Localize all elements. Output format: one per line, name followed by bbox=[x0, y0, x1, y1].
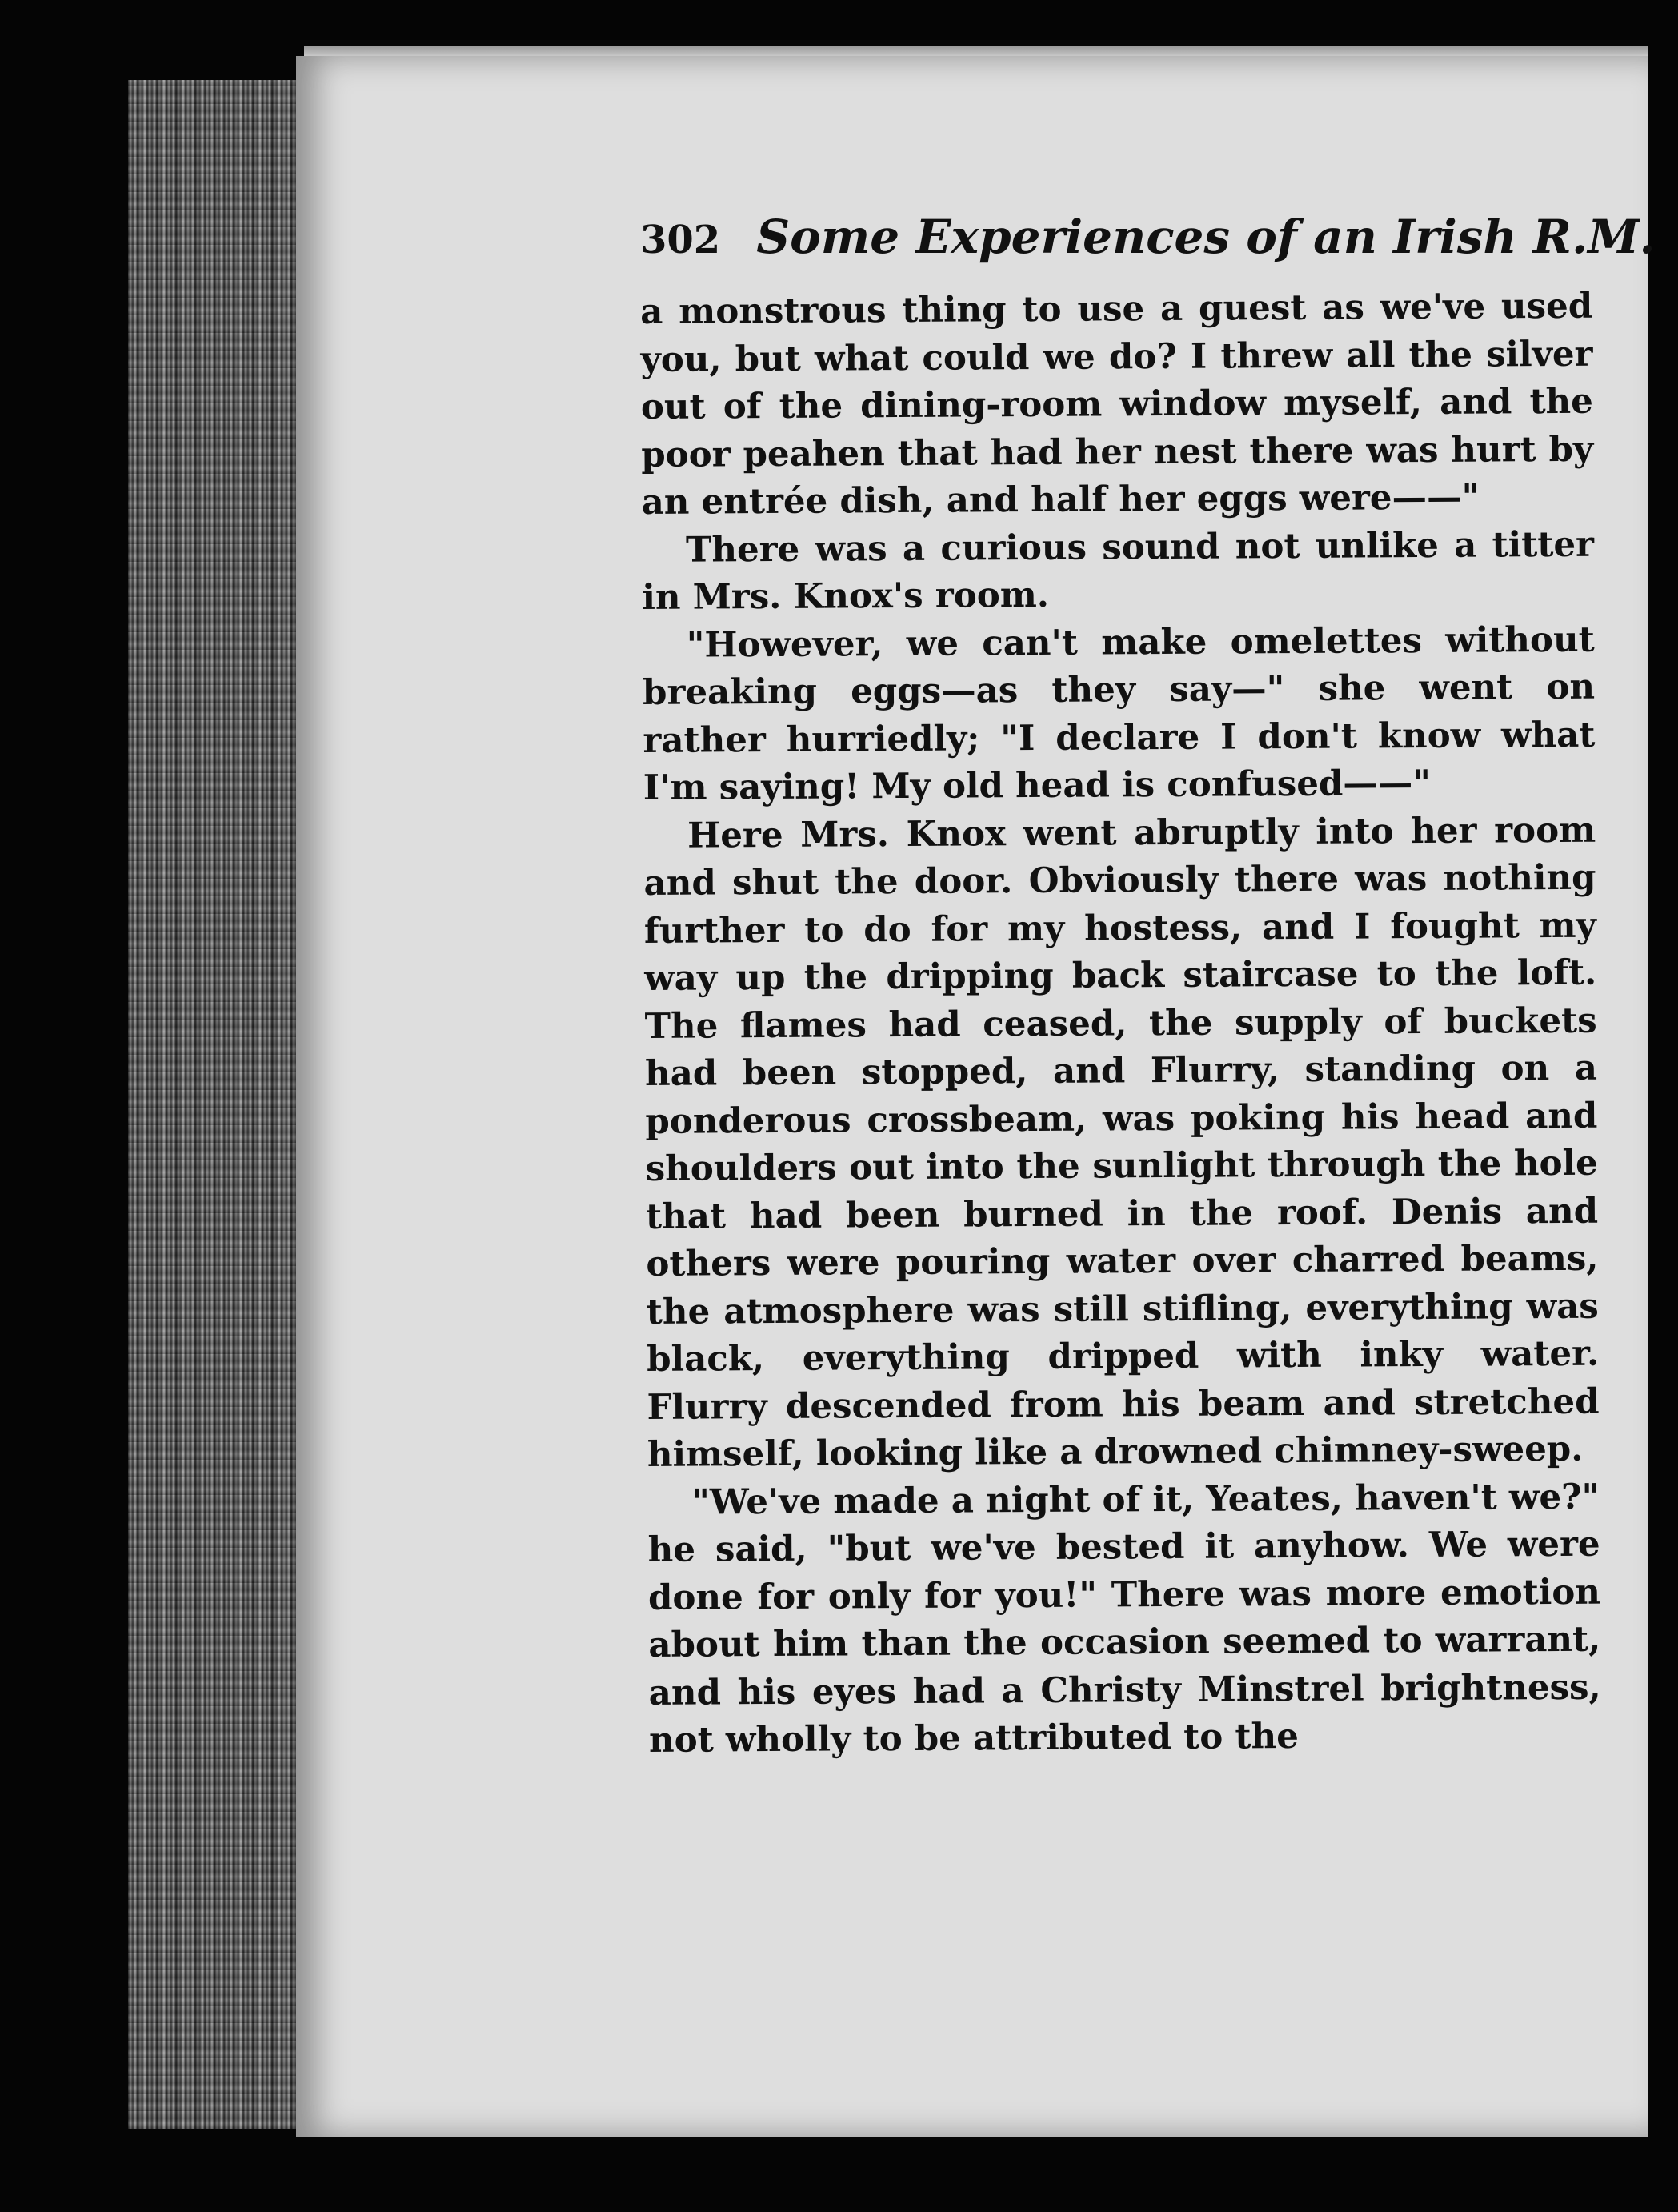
paragraph: There was a curious sound not unlike a titter in Mrs. Knox's room. bbox=[642, 523, 1595, 618]
page-edges bbox=[128, 80, 312, 2129]
page-header bbox=[640, 210, 1656, 264]
page-number: 302 bbox=[640, 218, 721, 262]
body-text bbox=[640, 283, 1601, 1765]
paragraph: "We've made a night of it, Yeates, haven't we?" he said, "but we've bested it anyhow. We were done for only for you!" There was more emotion about him than the occasion seemed to warrant, and his eyes had a Christy Minstrel brightness, not wholly to be attributed to the bbox=[647, 1476, 1601, 1761]
paragraph: "However, we can't make omelettes without breaking eggs—as they say—" she went on rather hurriedly; "I declare I don't know what I'm saying! My old head is confused——" bbox=[642, 619, 1596, 808]
paragraph: a monstrous thing to use a guest as we've used you, but what could we do? I threw all the silver out of the dining-room window myself, and the poor peahen that had her nest there was hurt by an entrée dish, and half her eggs were——" bbox=[640, 285, 1594, 523]
paragraph: Here Mrs. Knox went abruptly into her room and shut the door. Obviously there was nothing further to do for my hostess, and I fought my way up the dripping back staircase to the loft. The flames had ceased, the supply of buckets had been stopped, and Flurry, standing on a ponderous crossbeam, was poking his head and shoulders out into the sunlight through the hole that had been burned in the roof. Denis and others were pouring water over charred beams, the atmosphere was still stifling, everything was black, everything dripped with inky water. Flurry descended from his beam and stretched himself, looking like a drowned chimney-sweep. bbox=[643, 809, 1600, 1475]
running-title: Some Experiences of an Irish R.M. bbox=[756, 210, 1656, 264]
